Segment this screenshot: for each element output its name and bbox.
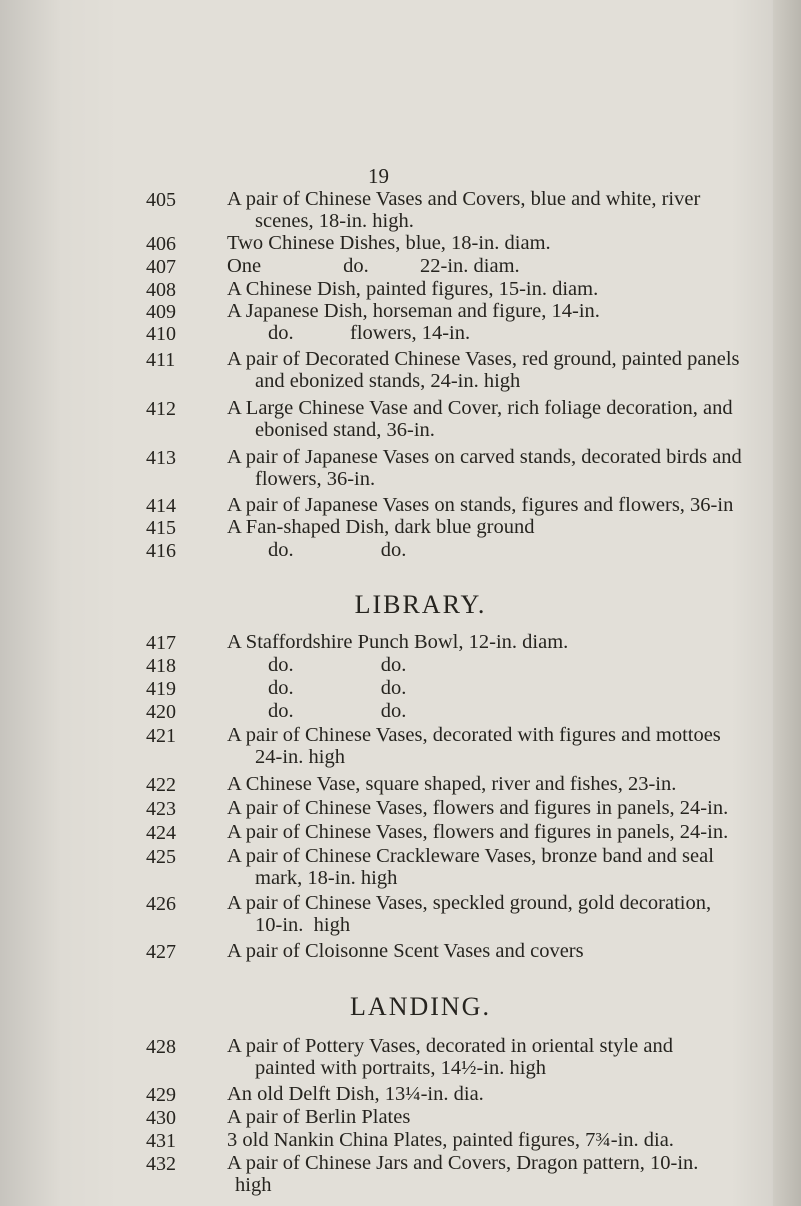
lot-description: do. do. (227, 700, 407, 722)
lot-number: 411 (146, 349, 176, 371)
lot-number: 429 (146, 1084, 176, 1106)
lot-description: do. do. (227, 677, 407, 699)
lot-description: A pair of Pottery Vases, decorated in oriental style and painted with portraits, 14½-in. high (227, 1035, 673, 1079)
lot-description: A pair of Japanese Vases on stands, figures and flowers, 36-in (227, 494, 734, 516)
lot-number: 425 (146, 846, 176, 868)
lot-number: 412 (146, 398, 176, 420)
lot-description: 3 old Nankin China Plates, painted figures, 7¾-in. dia. (227, 1129, 674, 1151)
lot-description: A pair of Berlin Plates (227, 1106, 411, 1128)
lot-number: 423 (146, 798, 176, 820)
lot-number: 421 (146, 725, 176, 747)
lot-number: 416 (146, 540, 176, 562)
lot-description: A pair of Chinese Vases and Covers, blue and white, river scenes, 18-in. high. (227, 188, 701, 232)
lot-description: A Chinese Dish, painted figures, 15-in. diam. (227, 278, 599, 300)
lot-number: 408 (146, 279, 176, 301)
lot-description: A pair of Chinese Crackleware Vases, bronze band and seal mark, 18-in. high (227, 845, 714, 889)
lot-number: 427 (146, 941, 176, 963)
lot-description: A pair of Chinese Jars and Covers, Dragon pattern, 10-in. high (227, 1152, 699, 1196)
lot-number: 426 (146, 893, 176, 915)
lot-description: A pair of Chinese Vases, decorated with figures and mottoes 24-in. high (227, 724, 721, 768)
lot-description: A pair of Decorated Chinese Vases, red ground, painted panels and ebonized stands, 24-in. high (227, 348, 740, 392)
lot-description: A Japanese Dish, horseman and figure, 14-in. (227, 300, 600, 322)
lot-description: A pair of Japanese Vases on carved stands, decorated birds and flowers, 36-in. (227, 446, 742, 490)
lot-description: Two Chinese Dishes, blue, 18-in. diam. (227, 232, 551, 254)
lot-number: 407 (146, 256, 176, 278)
lot-number: 405 (146, 189, 176, 211)
lot-number: 418 (146, 655, 176, 677)
section-heading-library: LIBRARY. (354, 590, 487, 619)
lot-number: 409 (146, 301, 176, 323)
lot-description: A Fan-shaped Dish, dark blue ground (227, 516, 535, 538)
lot-number: 430 (146, 1107, 176, 1129)
lot-description: A pair of Chinese Vases, flowers and figures in panels, 24-in. (227, 797, 729, 819)
lot-description: A Large Chinese Vase and Cover, rich foliage decoration, and ebonised stand, 36-in. (227, 397, 733, 441)
lot-description: One do. 22-in. diam. (227, 255, 520, 277)
lot-number: 420 (146, 701, 176, 723)
lot-number: 428 (146, 1036, 176, 1058)
lot-description: A pair of Chinese Vases, flowers and figures in panels, 24-in. (227, 821, 729, 843)
section-heading-landing: LANDING. (350, 992, 491, 1021)
lot-description: do. do. (227, 539, 407, 561)
lot-number: 414 (146, 495, 176, 517)
lot-description: A pair of Chinese Vases, speckled ground, gold decoration, 10-in. high (227, 892, 712, 936)
lot-number: 424 (146, 822, 176, 844)
lot-number: 415 (146, 517, 176, 539)
lot-description: do. flowers, 14-in. (227, 322, 471, 344)
lot-number: 410 (146, 323, 176, 345)
lot-number: 406 (146, 233, 176, 255)
lot-number: 422 (146, 774, 176, 796)
lot-description: A Staffordshire Punch Bowl, 12-in. diam. (227, 631, 569, 653)
lot-description: A pair of Cloisonne Scent Vases and covers (227, 940, 584, 962)
lot-description: A Chinese Vase, square shaped, river and fishes, 23-in. (227, 773, 677, 795)
page-number: 19 (368, 164, 389, 188)
lot-number: 413 (146, 447, 176, 469)
lot-number: 417 (146, 632, 176, 654)
lot-description: do. do. (227, 654, 407, 676)
lot-description: An old Delft Dish, 13¼-in. dia. (227, 1083, 484, 1105)
lot-number: 432 (146, 1153, 176, 1175)
lot-number: 419 (146, 678, 176, 700)
lot-number: 431 (146, 1130, 176, 1152)
